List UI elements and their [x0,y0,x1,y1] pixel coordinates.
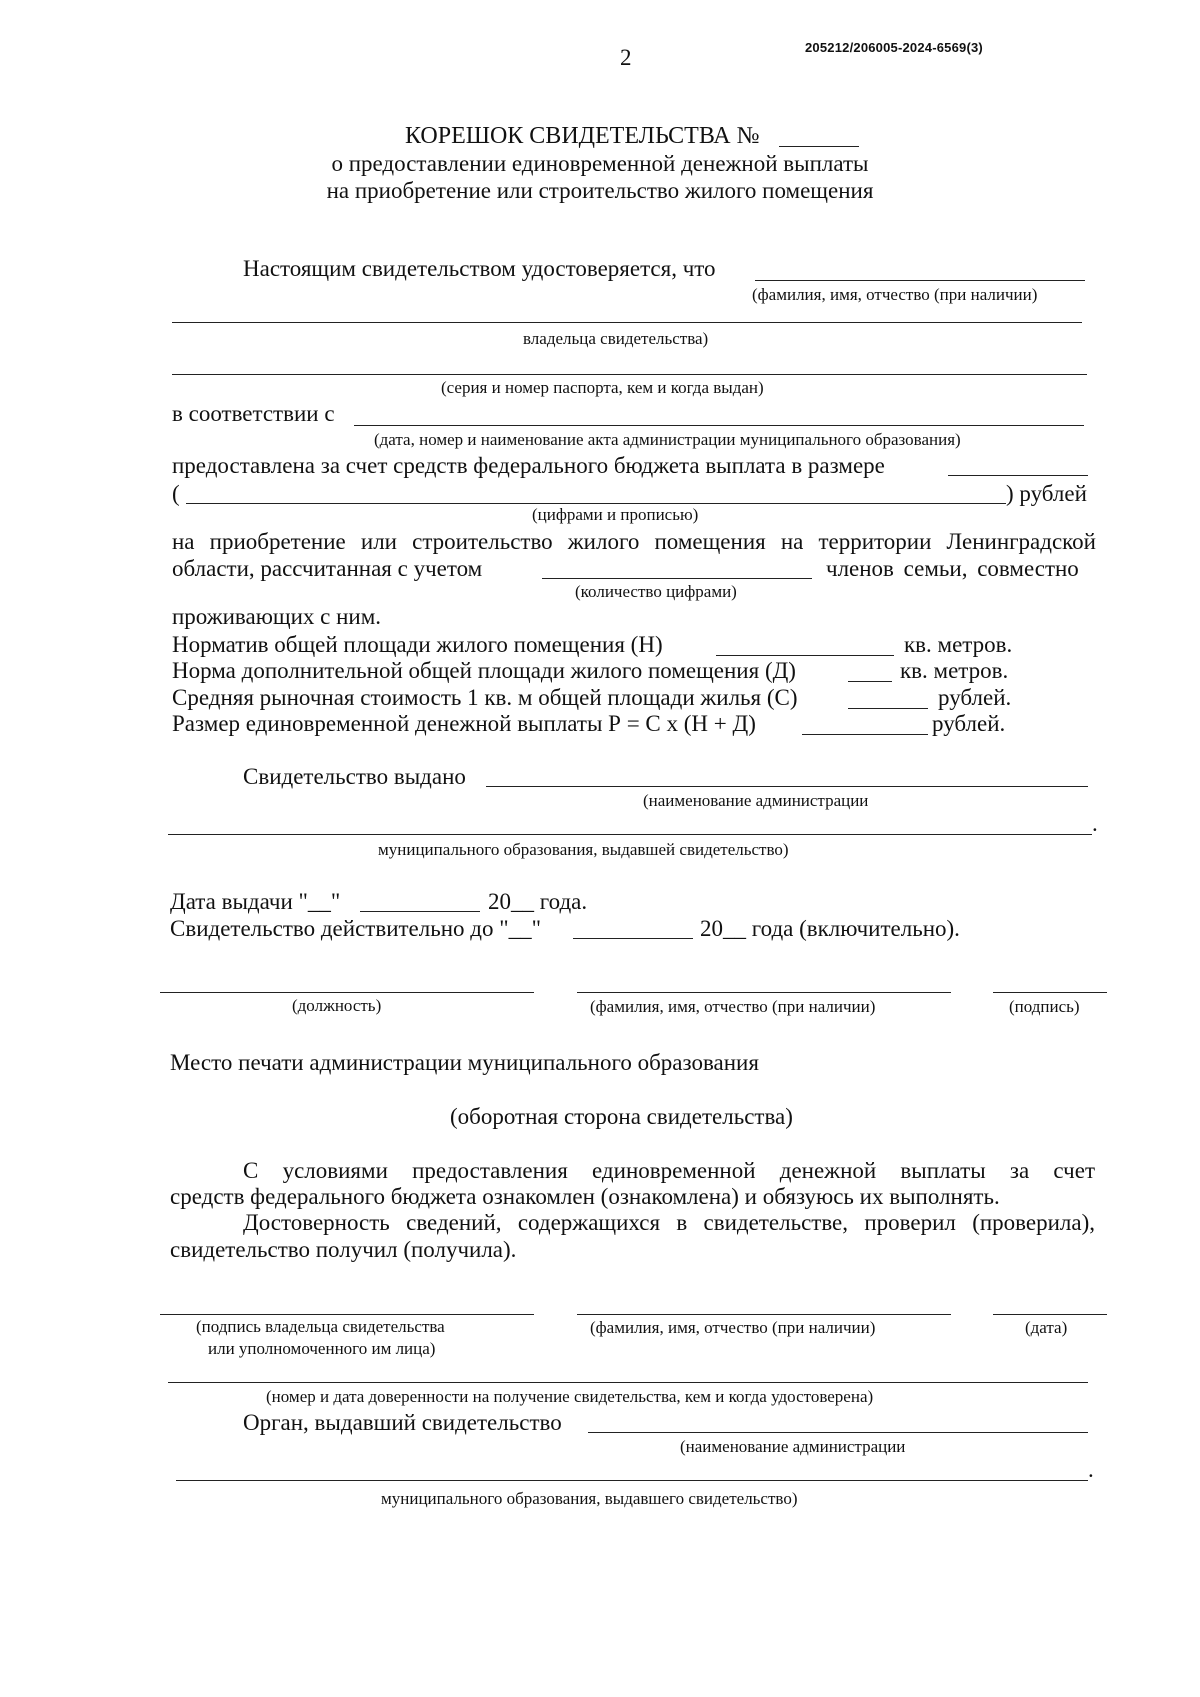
organ-text: Орган, выдавший свидетельство [243,1410,562,1435]
date-issue-year: 20__ года. [488,889,588,914]
caption-count: (количество цифрами) [575,582,737,601]
family-members-text: членов семьи, совместно [826,556,1079,581]
caption-owner: владельца свидетельства) [523,329,709,348]
caption-owner-signature-2: или уполномоченного им лица) [208,1339,436,1358]
position-line [160,992,534,993]
issuer-period: . [1092,811,1098,836]
norm-d-text: Норма дополнительной общей площади жилого помещения (Д) [172,658,796,683]
caption-signature: (подпись) [1009,997,1080,1016]
reverse-para-1-line-2: средств федерального бюджета ознакомлен (ознакомлена) и обязуюсь их выполнять. [170,1184,1000,1209]
issuer-line-2 [168,834,1092,835]
region-text: области, рассчитанная с учетом [172,556,483,581]
caption-act: (дата, номер и наименование акта администрации муниципального образования) [374,430,961,449]
issued-text: Свидетельство выдано [243,764,466,789]
amount-line [948,475,1088,476]
caption-passport: (серия и номер паспорта, кем и когда выдан) [441,378,764,397]
document-id: 205212/206005-2024-6569(3) [805,40,983,55]
intro-text: Настоящим свидетельством удостоверяется, что [243,256,716,281]
proxy-line [168,1382,1088,1383]
fio-line [755,280,1085,281]
purpose-text: на приобретение или строительство жилого помещения на территории Ленинградской [172,529,1096,554]
issuer-line [486,786,1088,787]
title-line-3: на приобретение или строительство жилого помещения [326,178,874,203]
norm-d-line [848,681,892,682]
organ-line [588,1432,1088,1433]
valid-month-line [573,938,693,939]
reverse-para-2-line-1: Достоверность сведений, содержащихся в свидетельстве, проверил (проверила), [243,1210,1095,1235]
certificate-number-line [779,146,859,147]
valid-year: 20__ года (включительно). [700,916,960,941]
kv-m-2: кв. метров. [900,658,1009,683]
title-line-2: о предоставлении единовременной денежной выплаты [331,151,869,176]
page-number: 2 [620,45,632,70]
caption-owner-signature-1: (подпись владельца свидетельства [196,1317,445,1336]
caption-admin-3: (наименование администрации [680,1437,906,1456]
caption-digits: (цифрами и прописью) [532,505,699,524]
caption-date: (дата) [1025,1318,1068,1337]
caption-admin: (наименование администрации [643,791,869,810]
owner-signature-line [160,1314,534,1315]
family-count-line [542,578,812,579]
in-accordance-text: в соответствии с [172,401,335,426]
residing-text: проживающих с ним. [172,604,382,629]
fio-sign-line [577,992,951,993]
reverse-para-2-line-2: свидетельство получил (получила). [170,1237,517,1262]
owner-line [172,322,1082,323]
avg-cost-text: Средняя рыночная стоимость 1 кв. м общей площади жилья (С) [172,685,798,710]
fio-line-3 [577,1314,951,1315]
norm-h-text: Норматив общей площади жилого помещения (Н) [172,632,663,657]
provided-text: предоставлена за счет средств федерального бюджета выплата в размере [172,453,885,478]
caption-proxy: (номер и дата доверенности на получение свидетельства, кем и когда удостоверена) [266,1387,874,1406]
paren-open: ( [172,481,180,506]
avg-cost-line [848,708,928,709]
passport-line [172,374,1087,375]
act-line [354,425,1084,426]
payment-line [802,734,928,735]
caption-position: (должность) [292,996,382,1015]
amount-words-line [186,503,1006,504]
reverse-heading: (оборотная сторона свидетельства) [450,1104,793,1129]
rubles-close: ) рублей [1006,481,1087,506]
date-issue-month-line [360,911,480,912]
date-issue-text: Дата выдачи "__" [170,889,341,914]
caption-admin-2: муниципального образования, выдавшей свидетельство) [378,840,789,859]
signature-line [993,992,1107,993]
valid-until-text: Свидетельство действительно до "__" [170,916,542,941]
reverse-para-1-line-1: С условиями предоставления единовременной денежной выплаты за счет [243,1158,1095,1183]
rub-1: рублей. [938,685,1012,710]
organ-line-2 [176,1480,1088,1481]
payment-text: Размер единовременной денежной выплаты Р = С х (Н + Д) [172,711,756,736]
caption-fio: (фамилия, имя, отчество (при наличии) [752,285,1038,304]
date-line [993,1314,1107,1315]
organ-period: . [1088,1457,1094,1482]
title-line-1: КОРЕШОК СВИДЕТЕЛЬСТВА № [405,123,760,149]
norm-h-line [716,655,894,656]
kv-m-1: кв. метров. [904,632,1013,657]
caption-fio-2: (фамилия, имя, отчество (при наличии) [590,997,876,1016]
rub-2: рублей. [932,711,1006,736]
caption-fio-3: (фамилия, имя, отчество (при наличии) [590,1318,876,1337]
stamp-text: Место печати администрации муниципального образования [170,1050,759,1075]
caption-admin-4: муниципального образования, выдавшего свидетельство) [381,1489,798,1508]
